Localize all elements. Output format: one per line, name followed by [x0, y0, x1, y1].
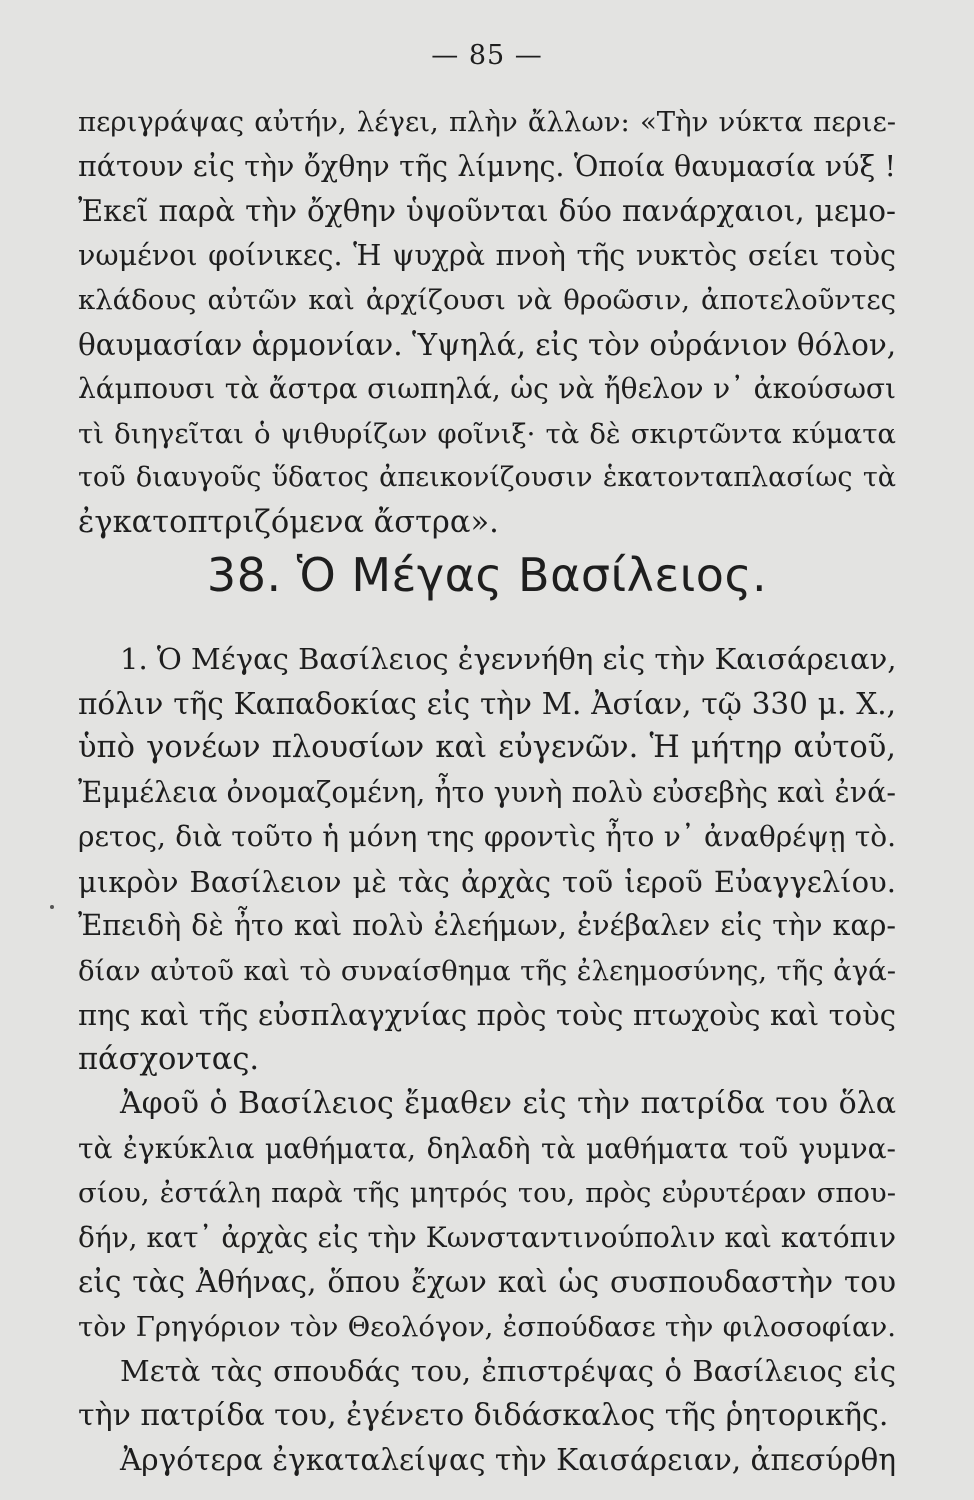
text-line: θαυμασίαν ἁρμονίαν. Ὑψηλά, εἰς τὸν οὐράνιον θόλον, [78, 327, 897, 362]
text-line: νωμένοι φοίνικες. Ἡ ψυχρὰ πνοὴ τῆς νυκτὸς σείει τοὺς [78, 238, 896, 272]
text-line: Ἀργότερα ἐγκαταλείψας τὴν Καισάρειαν, ἀπεσύρθη [120, 1443, 896, 1477]
text-line: σίου, ἐστάλη παρὰ τῆς μητρός του, πρὸς εὐρυτέραν σπου- [78, 1177, 896, 1209]
section-heading: 38. Ὁ Μέγας Βασίλειος. [206, 548, 768, 602]
text-line: ρετος, διὰ τοῦτο ἡ μόνη της φροντὶς ἦτο ν᾽ ἀναθρέψῃ τὸ. [78, 820, 896, 853]
text-line: πάσχοντας. [78, 1041, 260, 1077]
text-line: τὰ ἐγκύκλια μαθήματα, δηλαδὴ τὰ μαθήματα τοῦ γυμνα- [78, 1131, 896, 1165]
section-body [78, 637, 896, 1483]
text-line: ὑπὸ γονέων πλουσίων καὶ εὐγενῶν. Ἡ μήτηρ αὐτοῦ, [78, 730, 896, 765]
continued-paragraph [78, 100, 896, 545]
text-line: τὶ διηγεῖται ὁ ψιθυρίζων φοῖνιξ· τὰ δὲ σκιρτῶντα κύματα [78, 417, 896, 450]
text-line: πόλιν τῆς Καπαδοκίας εἰς τὴν Μ. Ἀσίαν, τῷ 330 μ. Χ., [78, 686, 896, 721]
text-line: κλάδους αὐτῶν καὶ ἀρχίζουσι νὰ θροῶσιν, ἀποτελοῦντες [78, 284, 896, 316]
margin-speck [50, 905, 54, 909]
text-line: Ἀφοῦ ὁ Βασίλειος ἔμαθεν εἰς τὴν πατρίδα του ὅλα [120, 1086, 896, 1121]
text-line: Ἐπειδὴ δὲ ἦτο καὶ πολὺ ἐλεήμων, ἐνέβαλεν εἰς τὴν καρ- [78, 909, 896, 942]
text-line: Μετὰ τὰς σπουδάς του, ἐπιστρέψας ὁ Βασίλειος εἰς [120, 1354, 896, 1388]
text-line: δήν, κατ᾽ ἀρχὰς εἰς τὴν Κωνσταντινούπολιν καὶ κατόπιν [78, 1220, 896, 1254]
text-line: περιγράψας αὐτήν, λέγει, πλὴν ἄλλων: «Τὴν νύκτα περιε- [78, 106, 896, 138]
text-line: δίαν αὐτοῦ καὶ τὸ συναίσθημα τῆς ἐλεημοσύνης, τῆς ἀγά- [78, 954, 896, 987]
text-line: 1. Ὁ Μέγας Βασίλειος ἐγεννήθη εἰς τὴν Καισάρειαν, [120, 642, 897, 676]
text-line: τοῦ διαυγοῦς ὕδατος ἀπεικονίζουσιν ἑκατονταπλασίως τὰ [78, 462, 896, 493]
text-line: πης καὶ τῆς εὐσπλαγχνίας πρὸς τοὺς πτωχοὺς καὶ τοὺς [78, 998, 896, 1032]
text-line: ἐγκατοπτριζόμενα ἄστρα». [78, 504, 499, 540]
text-line: πάτουν εἰς τὴν ὄχθην τῆς λίμνης. Ὁποία θαυμασία νύξ ! [78, 149, 896, 183]
text-line: εἰς τὰς Ἀθήνας, ὅπου ἔχων καὶ ὡς συσπουδαστὴν του [78, 1265, 896, 1299]
text-line: μικρὸν Βασίλειον μὲ τὰς ἀρχὰς τοῦ ἱεροῦ Εὐαγγελίου. [78, 864, 896, 899]
text-line: τὸν Γρηγόριον τὸν Θεολόγον, ἐσπούδασε τὴν φιλοσοφίαν. [78, 1310, 896, 1343]
text-line: τὴν πατρίδα του, ἐγένετο διδάσκαλος τῆς ῥητορικῆς. [78, 1397, 889, 1433]
text-line: Ἐκεῖ παρὰ τὴν ὄχθην ὑψοῦνται δύο πανάρχαιοι, μεμο- [78, 194, 896, 228]
text-line: λάμπουσι τὰ ἄστρα σιωπηλά, ὡς νὰ ἤθελον ν᾽ ἀκούσωσι [78, 372, 896, 405]
text-line: Ἐμμέλεια ὀνομαζομένη, ἦτο γυνὴ πολὺ εὐσεβὴς καὶ ἐνά- [78, 775, 896, 809]
page-number: — 85 — [431, 40, 543, 71]
